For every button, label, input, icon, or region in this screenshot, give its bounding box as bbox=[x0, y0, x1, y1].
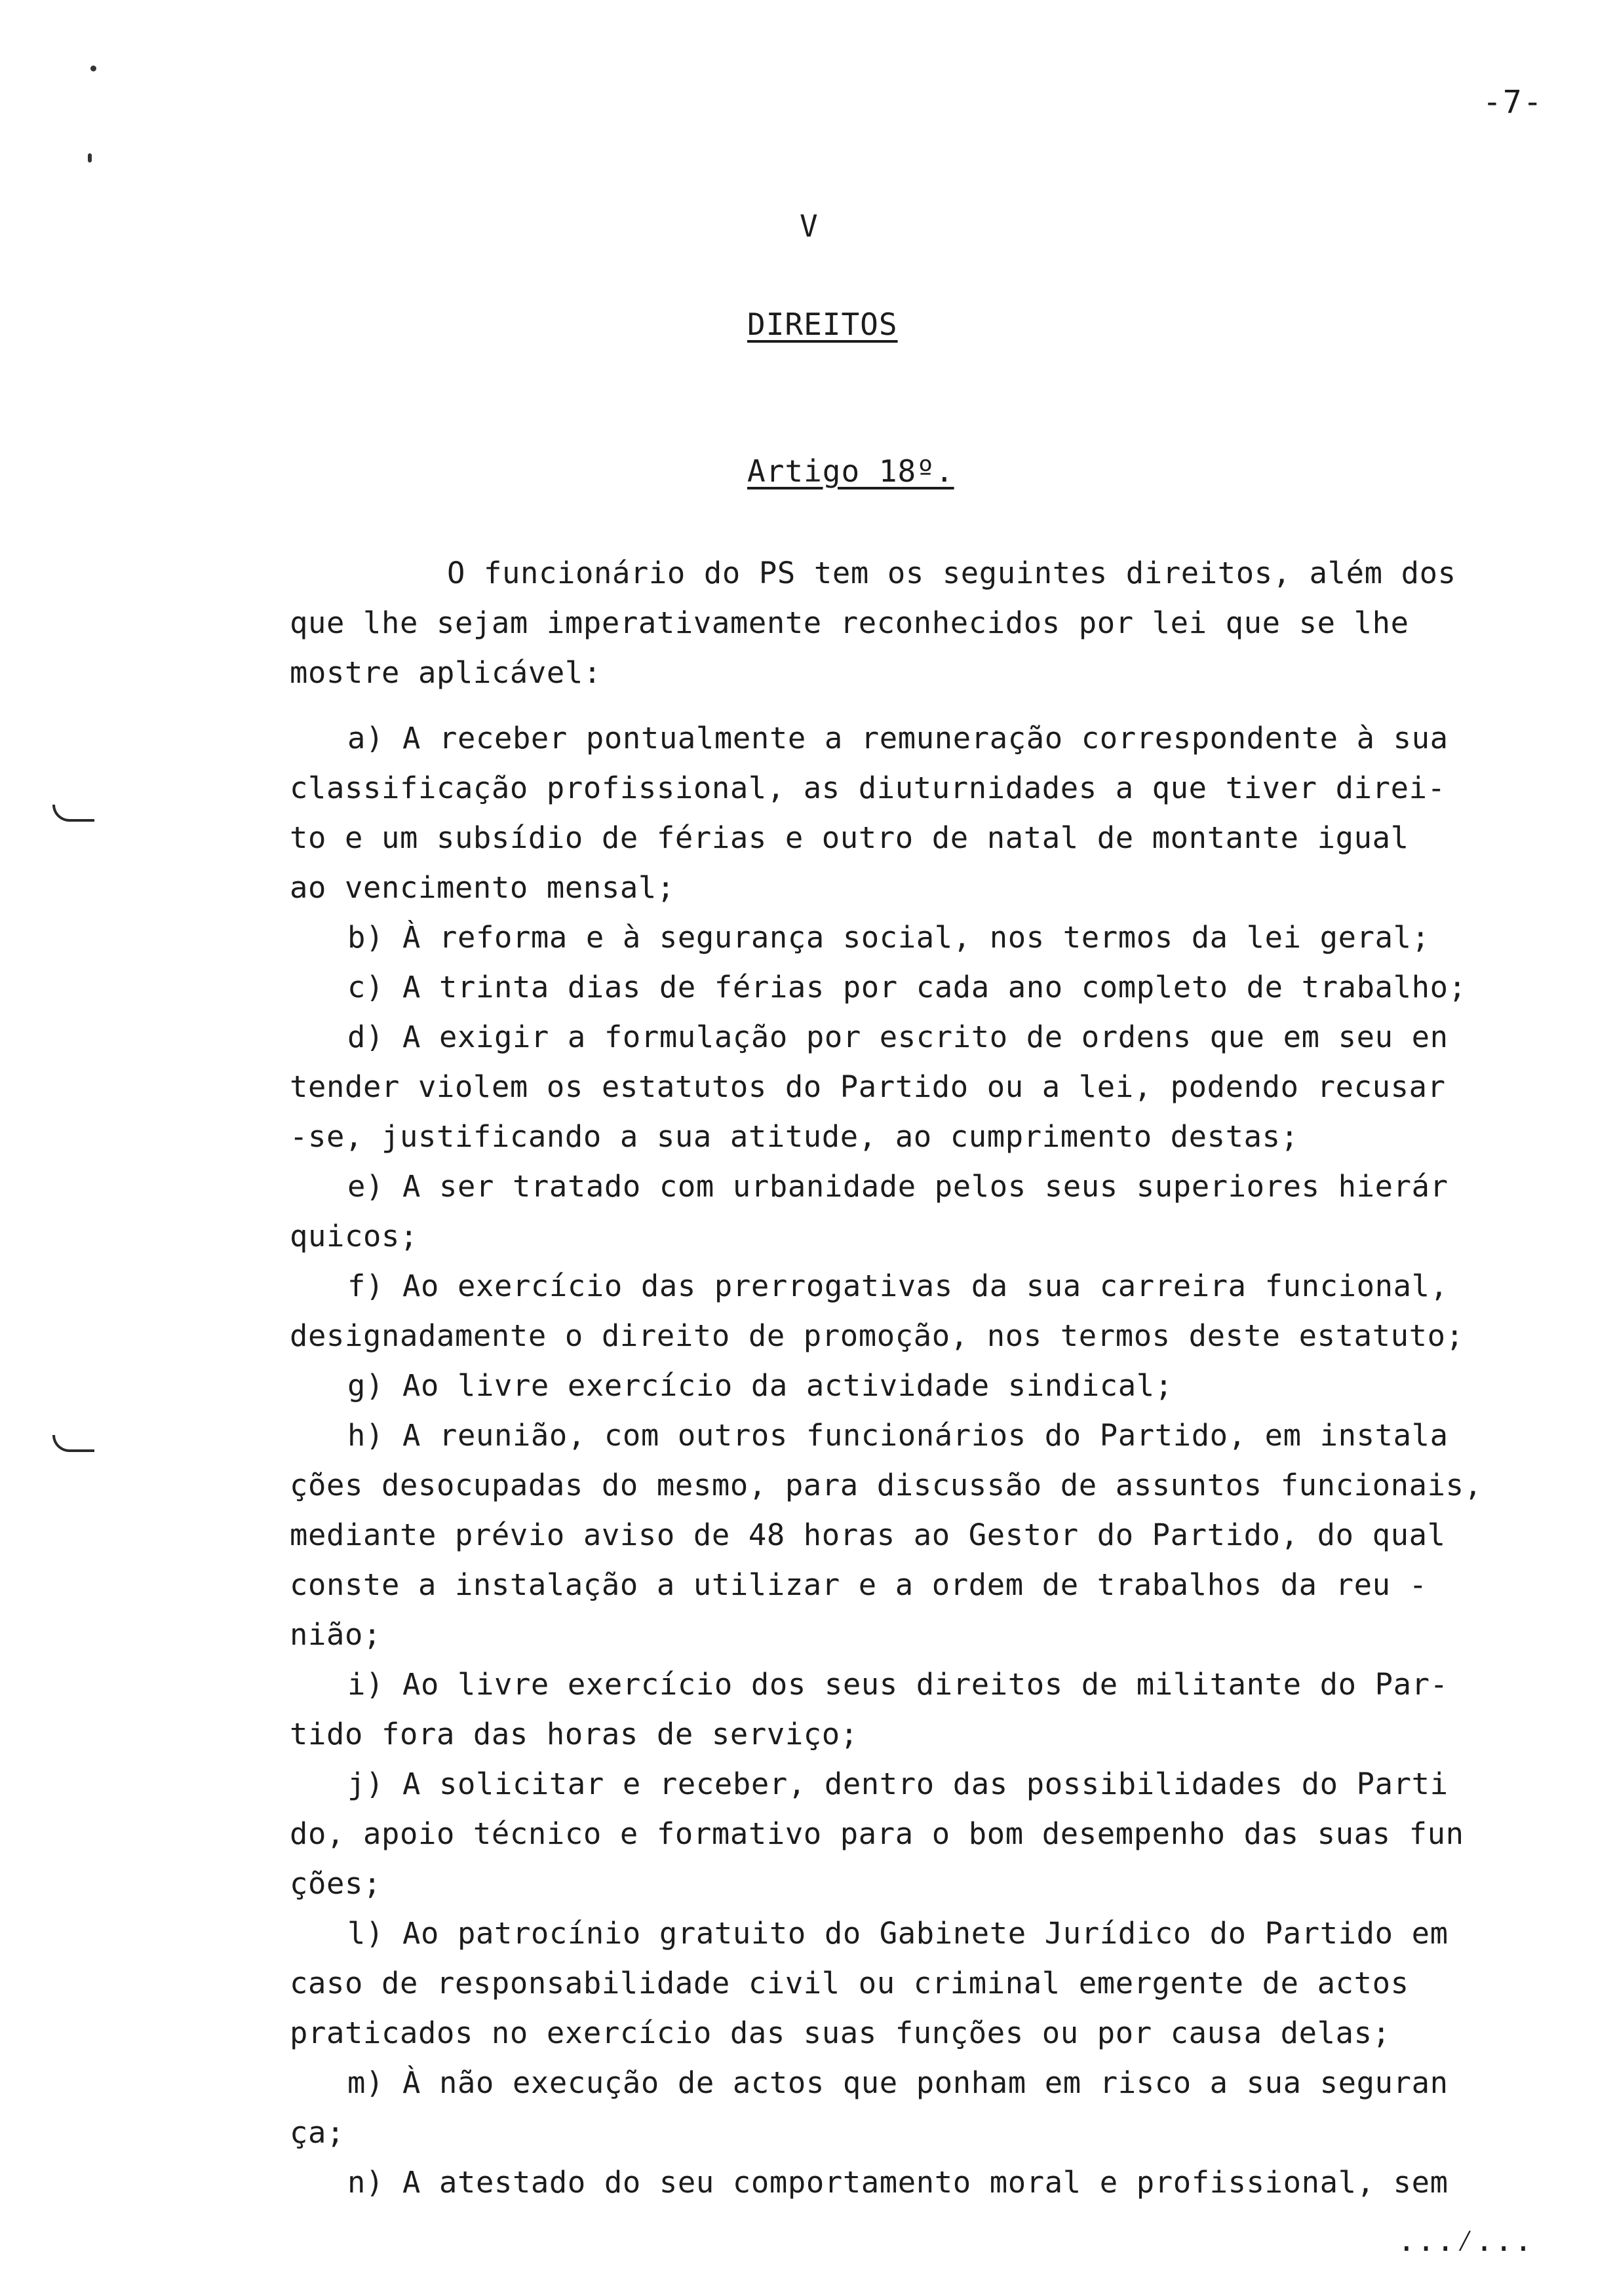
body-line: l) Ao patrocínio gratuito do Gabinete Jurídico do Partido em bbox=[347, 1916, 1449, 1951]
body-line: e) A ser tratado com urbanidade pelos seus superiores hierár bbox=[347, 1169, 1449, 1204]
body-line: ao vencimento mensal; bbox=[290, 870, 675, 905]
article-title: Artigo 18º. bbox=[747, 453, 954, 489]
margin-dot bbox=[90, 66, 96, 71]
body-line: mostre aplicável: bbox=[290, 655, 602, 690]
body-line: h) A reunião, com outros funcionários do Partido, em instala bbox=[347, 1418, 1449, 1453]
body-line: m) À não execução de actos que ponham em risco a sua seguran bbox=[347, 2065, 1449, 2100]
body-line: tido fora das horas de serviço; bbox=[290, 1717, 859, 1751]
page-number: -7- bbox=[1483, 84, 1544, 121]
body-line: tender violem os estatutos do Partido ou a lei, podendo recusar bbox=[290, 1069, 1446, 1104]
body-line: conste a instalação a utilizar e a ordem de trabalhos da reu - bbox=[290, 1567, 1428, 1602]
body-line: i) Ao livre exercício dos seus direitos de militante do Par- bbox=[347, 1667, 1449, 1702]
hole-punch-mark bbox=[52, 805, 94, 822]
body-line: -se, justificando a sua atitude, ao cumprimento destas; bbox=[290, 1119, 1299, 1154]
body-line: n) A atestado do seu comportamento moral e profissional, sem bbox=[347, 2165, 1449, 2200]
body-line: quicos; bbox=[290, 1219, 418, 1253]
body-line: praticados no exercício das suas funções ou por causa delas; bbox=[290, 2016, 1391, 2050]
body-line: designadamente o direito de promoção, nos termos deste estatuto; bbox=[290, 1318, 1464, 1353]
margin-dot bbox=[88, 153, 92, 163]
hole-punch-mark bbox=[52, 1435, 94, 1452]
continuation-mark: ...⁄... bbox=[1397, 2223, 1534, 2258]
body-line: j) A solicitar e receber, dentro das possibilidades do Parti bbox=[347, 1767, 1449, 1801]
body-line: c) A trinta dias de férias por cada ano completo de trabalho; bbox=[347, 970, 1467, 1004]
body-line: d) A exigir a formulação por escrito de ordens que em seu en bbox=[347, 1020, 1449, 1054]
body-line: ções; bbox=[290, 1866, 381, 1901]
body-line: classificação profissional, as diuturnidades a que tiver direi- bbox=[290, 771, 1446, 805]
body-line: to e um subsídio de férias e outro de natal de montante igual bbox=[290, 820, 1409, 855]
section-numeral: V bbox=[800, 208, 818, 244]
body-line: que lhe sejam imperativamente reconhecidos por lei que se lhe bbox=[290, 605, 1409, 640]
body-line: caso de responsabilidade civil ou criminal emergente de actos bbox=[290, 1966, 1409, 2000]
body-line: f) Ao exercício das prerrogativas da sua carreira funcional, bbox=[347, 1269, 1449, 1303]
body-line: ções desocupadas do mesmo, para discussão de assuntos funcionais, bbox=[290, 1468, 1483, 1502]
section-title: DIREITOS bbox=[747, 307, 898, 342]
body-line: ça; bbox=[290, 2115, 345, 2150]
body-line: g) Ao livre exercício da actividade sindical; bbox=[347, 1368, 1173, 1403]
body-line: a) A receber pontualmente a remuneração correspondente à sua bbox=[347, 721, 1449, 756]
body-line: O funcionário do PS tem os seguintes direitos, além dos bbox=[447, 556, 1456, 590]
body-line: do, apoio técnico e formativo para o bom desempenho das suas fun bbox=[290, 1816, 1464, 1851]
body-line: mediante prévio aviso de 48 horas ao Gestor do Partido, do qual bbox=[290, 1518, 1446, 1552]
body-line: nião; bbox=[290, 1617, 381, 1652]
body-line: b) À reforma e à segurança social, nos termos da lei geral; bbox=[347, 920, 1430, 955]
